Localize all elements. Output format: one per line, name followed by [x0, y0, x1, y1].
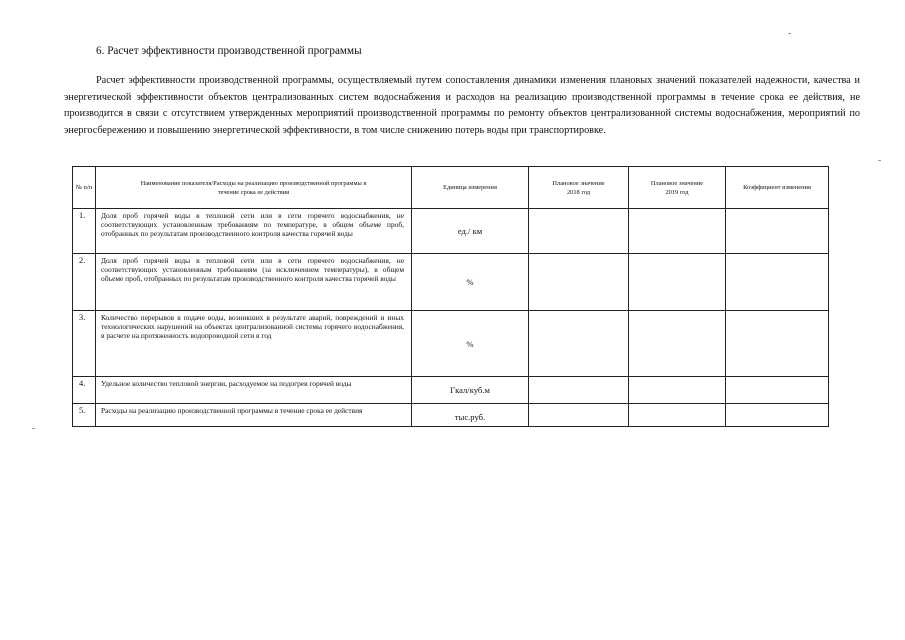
row-name: Доля проб горячей воды в тепловой сети или в сети горячего водоснабжения, не соответствующих установленным требованиям (за исключением температуры), в общем объеме проб, отобранных по результатам производственного контроля качества горячей воды [96, 254, 412, 311]
table-row [73, 311, 829, 377]
row-num: 2. [73, 254, 96, 311]
row-plan-2019 [629, 209, 726, 254]
row-name: Расходы на реализацию производственной программы в течение срока ее действия [96, 404, 412, 427]
row-num: 5. [73, 404, 96, 427]
scan-mark [32, 428, 35, 429]
row-unit: тыс.руб. [412, 404, 529, 427]
row-plan-2018 [529, 311, 629, 377]
header-plan-2018: Плановое значение 2018 год [529, 167, 629, 209]
row-plan-2018 [529, 254, 629, 311]
row-coefficient [726, 254, 829, 311]
table-row [73, 404, 829, 427]
header-num: № п/п [73, 167, 96, 209]
row-plan-2019 [629, 311, 726, 377]
row-plan-2018 [529, 209, 629, 254]
row-unit: % [412, 254, 529, 311]
row-coefficient [726, 311, 829, 377]
header-name: Наименование показателя/Расходы на реализацию производственной программы в течение срока ее действия [96, 167, 412, 209]
header-coefficient: Коэффициент изменения [726, 167, 829, 209]
efficiency-table [72, 166, 829, 427]
row-num: 1. [73, 209, 96, 254]
row-name: Количество перерывов в подаче воды, возникших в результате аварий, повреждений и иных технологических нарушений на объектах централизованной системы горячего водоснабжения, в расчете на протяженность водопроводной сети в год [96, 311, 412, 377]
row-num: 3. [73, 311, 96, 377]
row-unit: Гкал/куб.м [412, 377, 529, 404]
table-row [73, 377, 829, 404]
row-coefficient [726, 404, 829, 427]
row-plan-2018 [529, 404, 629, 427]
row-name: Удельное количество тепловой энергии, расходуемое на подогрев горячей воды [96, 377, 412, 404]
row-plan-2019 [629, 404, 726, 427]
section-heading: 6. Расчет эффективности производственной программы [96, 45, 362, 57]
header-plan-2019: Плановое значение 2019 год [629, 167, 726, 209]
row-plan-2019 [629, 254, 726, 311]
row-name: Доля проб горячей воды в тепловой сети или в сети горячего водоснабжения, не соответствующих установленным требованиям по температуре, в общем объеме проб, отобранных по результатам производственного контроля качества горячей воды [96, 209, 412, 254]
table-row [73, 209, 829, 254]
scan-mark [788, 33, 791, 34]
row-unit: ед./ км [412, 209, 529, 254]
section-paragraph: Расчет эффективности производственной программы, осуществляемый путем сопоставления динамики изменения плановых значений показателей надежности, качества и энергетической эффективности объектов централизованных систем водоснабжения и расходов на реализацию производственной программы в течение срока ее действия, не производится в связи с отсутствием утвержденных мероприятий производственной программы по ремонту объектов централизованной системы водоснабжения, мероприятий по энергосбережению и повышению энергетической эффективности, в том числе снижению потерь воды при транспортировке. [64, 75, 860, 136]
header-unit: Единица измерения [412, 167, 529, 209]
row-plan-2019 [629, 377, 726, 404]
table-row [73, 254, 829, 311]
row-coefficient [726, 377, 829, 404]
row-num: 4. [73, 377, 96, 404]
table-header-row [73, 167, 829, 209]
scan-mark [878, 160, 881, 161]
row-plan-2018 [529, 377, 629, 404]
row-unit: % [412, 311, 529, 377]
row-coefficient [726, 209, 829, 254]
